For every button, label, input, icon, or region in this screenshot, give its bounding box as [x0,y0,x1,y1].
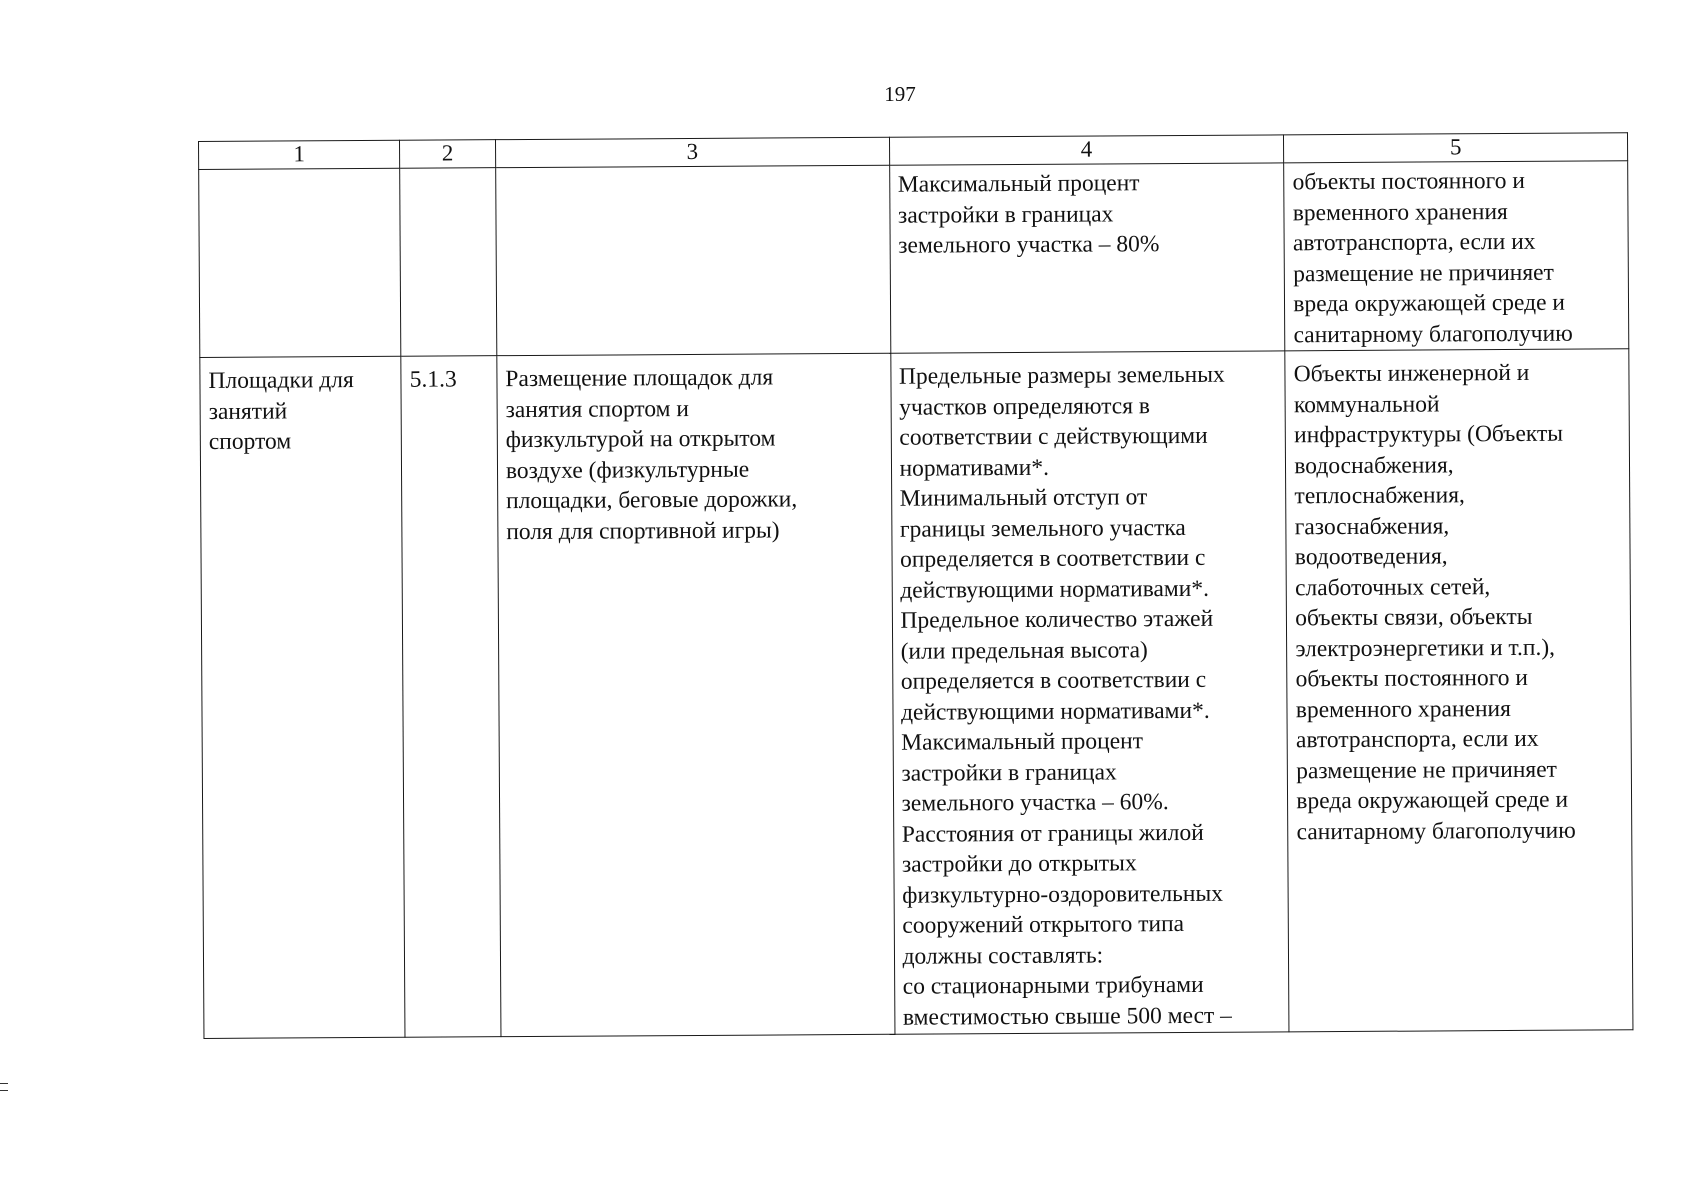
cell-name [200,356,405,1038]
cell-line: занятия спортом и [505,395,690,423]
cell-line: поля для спортивной игры) [506,516,780,545]
cell-line: границы земельного участка [899,514,1186,543]
cell-line: участков определяются в [899,392,1151,421]
cell-line: со стационарными трибунами [902,971,1204,1000]
cell-line: санитарному благополучию [1293,320,1573,348]
cell-description [497,353,895,1036]
cell-line: площадки, беговые дорожки, [506,486,798,515]
cell-line: водоснабжения, [1294,451,1454,479]
cell-line: Максимальный процент [901,728,1144,756]
cell-line: временного хранения [1295,695,1511,723]
cell-line: размещение не причиняет [1293,259,1554,287]
zoning-regulations-table [198,132,1633,1039]
cell-line: должны составлять: [902,941,1104,970]
cell-line: газоснабжения, [1294,512,1450,540]
cell-parameters [890,351,1289,1034]
cell-line: (или предельная высота) [900,636,1148,665]
cell-line: Объекты инженерной и [1293,359,1530,388]
cell-line: автотранспорта, если их [1292,228,1536,257]
cell-line: застройки до открытых [901,850,1137,878]
cell-line: Размещение площадок для [505,364,774,393]
cell-parameters [889,163,1285,353]
cell-line: действующими нормативами*. [900,697,1210,726]
cell-line: Расстояния от границы жилой [901,819,1204,848]
header-col-3: 3 [495,137,889,167]
header-col-4: 4 [889,135,1284,165]
cell-line: электроэнергетики и т.п.), [1295,634,1556,662]
cell-line: временного хранения [1292,198,1508,226]
cell-line: объекты постоянного и [1295,664,1529,693]
cell-line: размещение не причиняет [1296,756,1557,784]
scan-margin-mark [0,1083,8,1091]
cell-auxiliary-uses [1285,349,1633,1032]
cell-line: Площадки для [208,367,354,394]
cell-line: действующими нормативами*. [900,575,1210,604]
page-number: 197 [884,82,916,106]
cell-line: застройки в границах [897,200,1114,229]
cell-line: объекты постоянного и [1292,167,1525,196]
cell-line: земельного участка – 80% [898,231,1160,259]
cell-line: Предельное количество этажей [900,605,1214,634]
cell-line: земельного участка – 60%. [901,789,1169,817]
cell-name [199,168,401,357]
cell-line: слаботочных сетей, [1294,573,1491,601]
cell-code [401,356,501,1038]
cell-line: соответствии с действующими [899,422,1208,451]
cell-line: застройки в границах [901,758,1117,787]
table-row-sport-grounds [200,349,1633,1039]
cell-line: Максимальный процент [897,170,1140,198]
cell-line: физкультурой на открытом [505,425,776,454]
cell-line: теплоснабжения, [1294,482,1465,510]
cell-line: занятий [208,397,288,425]
cell-line: Минимальный отступ от [899,484,1148,512]
cell-line: определяется в соответствии с [900,544,1206,573]
header-col-5: 5 [1284,133,1628,163]
cell-line: определяется в соответствии с [900,666,1207,695]
cell-line: водоотведения, [1294,543,1448,571]
cell-line: коммунальной [1293,390,1440,418]
cell-line: сооружений открытого типа [902,910,1185,939]
header-col-1: 1 [199,140,400,169]
cell-line: автотранспорта, если их [1295,725,1539,754]
cell-line: спортом [208,428,292,455]
cell-code [400,168,497,357]
cell-line: воздухе (физкультурные [505,456,750,484]
cell-line: нормативами*. [899,454,1050,482]
cell-line: 5.1.3 [409,366,457,393]
cell-description [496,165,891,355]
header-col-2: 2 [400,140,496,169]
cell-line: санитарному благополучию [1296,817,1576,845]
cell-line: вместимостью свыше 500 мест – [902,1002,1232,1031]
cell-line: физкультурно-оздоровительных [902,880,1224,909]
cell-line: вреда окружающей среде и [1293,289,1566,318]
cell-line: инфраструктуры (Объекты [1294,420,1564,449]
table-row-continuation [199,161,1629,358]
cell-auxiliary-uses [1284,161,1629,351]
cell-line: Предельные размеры земельных [898,361,1225,390]
cell-line: вреда окружающей среде и [1296,786,1569,815]
cell-line: объекты связи, объекты [1295,603,1533,632]
